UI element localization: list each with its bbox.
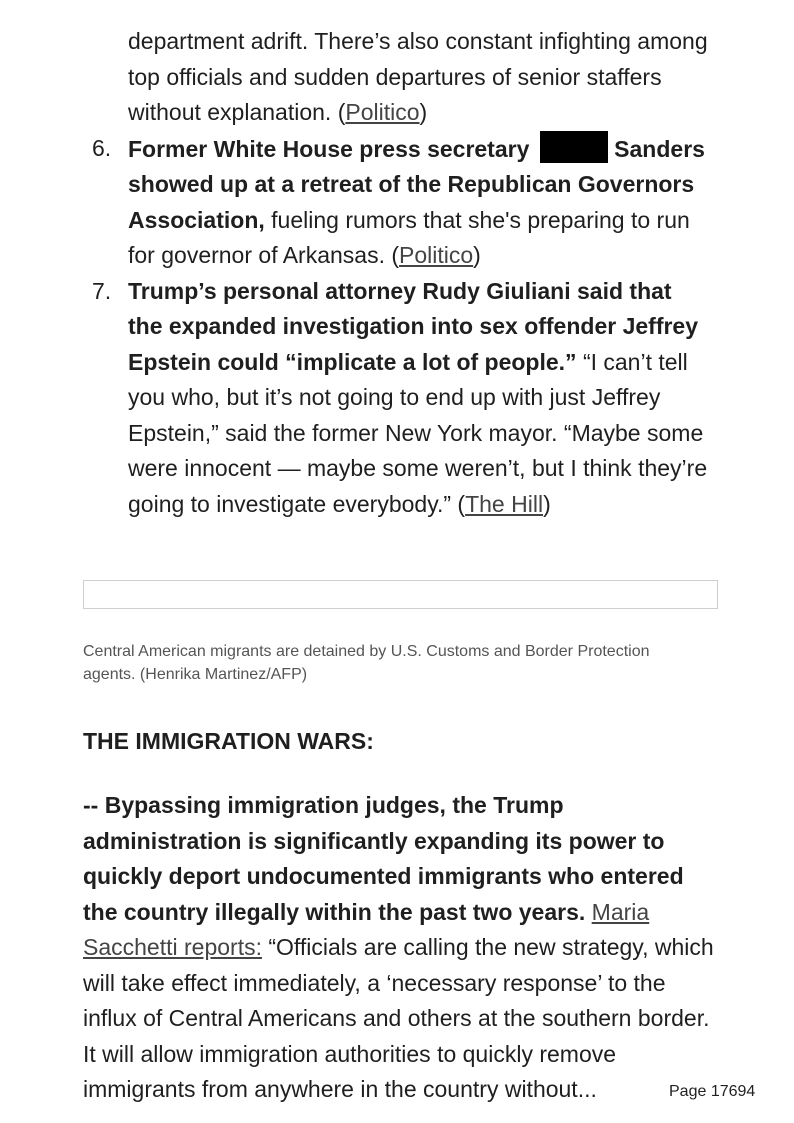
image-placeholder	[83, 580, 718, 609]
page-number: Page 17694	[669, 1083, 756, 1100]
item5-end: )	[419, 99, 428, 125]
story-text: “Officials are calling the new strategy, which will take effect immediately, a ‘necessary response’ to the influx of Central Americans and others at the southern border. It will allow immigration authorities to quickly remove immigrants from anywhere in the country without...	[83, 934, 714, 1102]
list-item-5-continued	[128, 24, 708, 131]
item6-text: fueling rumors that she's preparing to run for governor of Arkansas. (	[128, 206, 690, 268]
the-hill-link[interactable]: The Hill	[465, 490, 544, 517]
politico-link[interactable]: Politico	[345, 99, 420, 125]
item7-text: “I can’t tell you who, but it’s not going to end up with just Jeffrey Epstein,” said the former New York mayor. “Maybe some were innocent — maybe some weren’t, but I think they’re going to investigate everybody.” (	[128, 348, 708, 517]
item6-bold-b: Sanders showed up at a retreat of the Republican Governors Association,	[128, 135, 705, 233]
politico-link-2[interactable]: Politico	[399, 242, 474, 268]
item5-text: department adrift. There’s also constant infighting among top officials and sudden departures of senior staffers without explanation. (	[128, 28, 708, 125]
item6-bold-a: Former White House press secretary	[128, 135, 530, 162]
item6-end: )	[473, 242, 481, 268]
redaction-box	[540, 131, 608, 163]
item7-number: 7.	[92, 277, 112, 304]
item7-bold: Trump’s personal attorney Rudy Giuliani said that the expanded investigation into sex offender Jeffrey Epstein could “implicate a lot of people.”	[128, 277, 699, 375]
item7-end: )	[543, 490, 551, 517]
story-bold-lead: -- Bypassing immigration judges, the Trump administration is significantly expanding its power to quickly deport undocumented immigrants who entered the country illegally within the past two years.	[83, 792, 684, 925]
reporter-link[interactable]: Maria Sacchetti reports:	[83, 898, 650, 960]
section-title: THE IMMIGRATION WARS:	[83, 728, 374, 754]
list-item-7	[92, 274, 708, 523]
item6-number: 6.	[92, 134, 112, 161]
photo-caption: Central American migrants are detained by U.S. Customs and Border Protection agents. (Henrika Martinez/AFP)	[83, 643, 650, 683]
news-list	[0, 24, 794, 522]
list-item-6	[92, 131, 708, 274]
story-paragraph	[83, 788, 723, 1108]
